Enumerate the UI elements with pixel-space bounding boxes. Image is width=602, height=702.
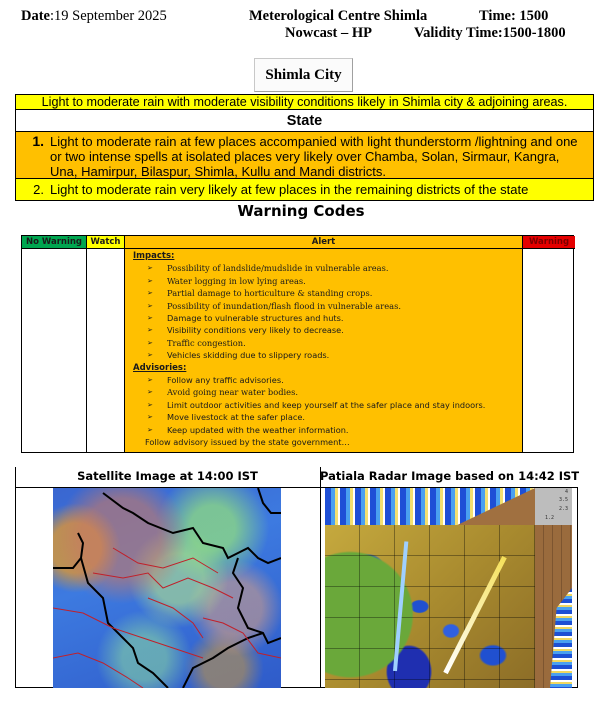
date-value: :19 September 2025 (50, 8, 167, 24)
header-watch: Watch (87, 236, 124, 249)
state-forecast-item (16, 179, 593, 200)
advisory-item: ➢ Follow any traffic advisories. (147, 375, 284, 386)
radar-grid (325, 525, 535, 688)
column-alert (125, 236, 523, 452)
impacts-list (133, 262, 522, 361)
arrow-bullet-icon: ➢ (147, 351, 153, 360)
advisory-item: ➢ Move livestock at the safer place. (147, 412, 305, 423)
nowcast-label: Nowcast – HP (285, 25, 372, 41)
arrow-bullet-icon: ➢ (147, 326, 153, 335)
header-no-warning: No Warning (22, 236, 86, 249)
images-section (15, 467, 578, 688)
state-heading: State (16, 110, 593, 132)
forecast-table (15, 94, 594, 201)
validity-time: Validity Time:1500-1800 (414, 25, 566, 41)
radar-image (325, 488, 572, 688)
radar-height-legend: 4 3.5 2.3 1.2 (535, 488, 572, 525)
divider (577, 487, 578, 688)
impact-item: ➢ Partial damage to horticulture & standing crops. (147, 288, 373, 299)
impact-item: ➢ Possibility of inundation/flash flood in vulnerable areas. (147, 300, 401, 311)
radar-map (325, 525, 535, 688)
arrow-bullet-icon: ➢ (147, 276, 153, 285)
satellite-caption: Satellite Image at 14:00 IST (77, 469, 258, 483)
date (21, 8, 167, 25)
arrow-bullet-icon: ➢ (147, 376, 153, 385)
radar-caption: Patiala Radar Image based on 14:42 IST (320, 469, 580, 483)
advisory-item: ➢ Avoid going near water bodies. (147, 387, 298, 398)
item-text: Light to moderate rain at few places accompanied with light thunderstorm /lightning and one or two intense spells at isolated places very likely over Chamba, Solan, Sirmaur, Kangra, Una, Hamirpur, Bilaspur, Shimla, Kullu and Mandi districts. (50, 134, 578, 179)
city-label-box (254, 58, 353, 92)
warning-codes-table (21, 235, 574, 453)
arrow-bullet-icon: ➢ (147, 400, 153, 409)
impact-item: ➢ Traffic congestion. (147, 337, 246, 348)
radar-scan (325, 488, 535, 528)
satellite-boundaries-icon (53, 488, 281, 688)
arrow-bullet-icon: ➢ (147, 388, 153, 397)
divider (320, 467, 321, 688)
impact-item: ➢ Vehicles skidding due to slippery roads. (147, 350, 330, 361)
city-forecast: Light to moderate rain with moderate visibility conditions likely in Shimla city & adjoining areas. (16, 95, 593, 110)
impacts-heading: Impacts: (133, 251, 175, 261)
advisories-list (133, 374, 522, 436)
issue-time: Time: 1500 (479, 8, 549, 24)
item-text: Light to moderate rain very likely at few places in the remaining districts of the state (50, 182, 529, 197)
city-label: Shimla City (265, 66, 342, 83)
column-no-warning (22, 236, 87, 452)
advisory-footer: Follow advisory issued by the state government… (145, 437, 350, 448)
divider (15, 467, 16, 688)
alert-body (125, 249, 522, 449)
arrow-bullet-icon: ➢ (147, 264, 153, 273)
arrow-bullet-icon: ➢ (147, 314, 153, 323)
date-label: Date (21, 8, 50, 24)
warning-codes-title: Warning Codes (237, 202, 365, 220)
column-warning (523, 236, 575, 452)
impact-item: ➢ Possibility of landslide/mudslide in vulnerable areas. (147, 263, 389, 274)
item-number: 1. (32, 133, 44, 149)
item-number: 2. (33, 182, 44, 197)
state-forecast-item (16, 132, 593, 179)
arrow-bullet-icon: ➢ (147, 338, 153, 347)
centre-name: Meterological Centre Shimla (249, 8, 428, 24)
impact-item: ➢ Water logging in low lying areas. (147, 275, 306, 286)
arrow-bullet-icon: ➢ (147, 289, 153, 298)
arrow-bullet-icon: ➢ (147, 425, 153, 434)
impact-item: ➢ Damage to vulnerable structures and huts. (147, 313, 344, 324)
arrow-bullet-icon: ➢ (147, 301, 153, 310)
advisory-item: ➢ Keep updated with the weather information. (147, 424, 349, 435)
column-watch (87, 236, 125, 452)
advisory-item: ➢ Limit outdoor activities and keep yourself at the safer place and stay indoors. (147, 399, 486, 410)
header-alert: Alert (125, 236, 522, 249)
header-warning: Warning (523, 236, 575, 249)
advisories-heading: Advisories: (133, 362, 187, 373)
arrow-bullet-icon: ➢ (147, 413, 153, 422)
impact-item: ➢ Visibility conditions very likely to decrease. (147, 325, 344, 336)
satellite-image (53, 488, 281, 688)
